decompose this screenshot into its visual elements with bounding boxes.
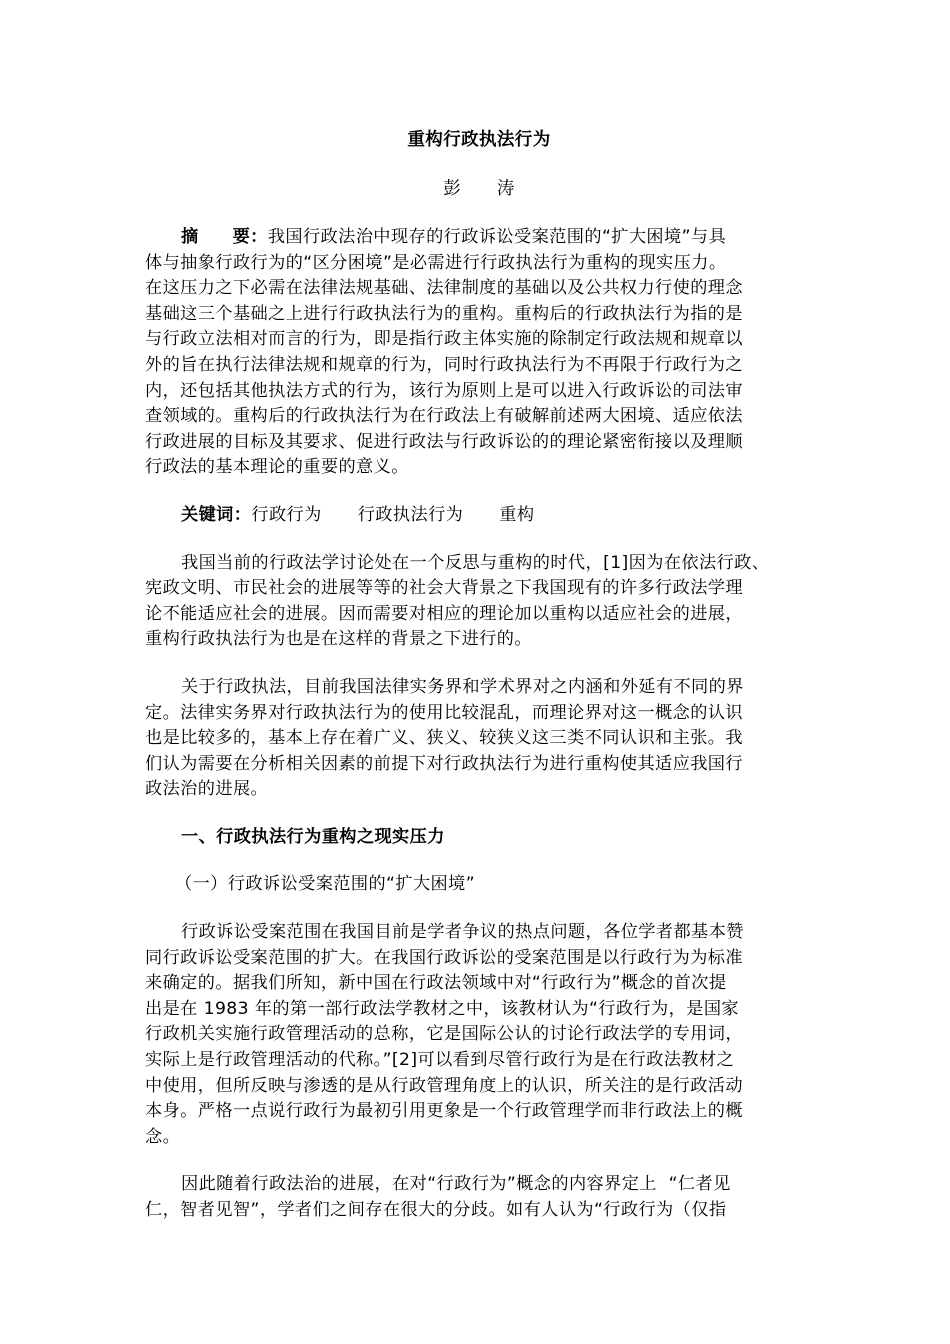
paragraph <box>145 551 813 653</box>
paragraph-line: 出是在 1983 年的第一部行政法学教材之中，该教材认为“行政行为，是国家 <box>145 998 739 1019</box>
paragraph <box>145 920 813 1150</box>
abstract-line: 在这压力之下必需在法律法规基础、法律制度的基础以及公共权力行使的理念 <box>145 278 743 299</box>
abstract-line: 基础这三个基础之上进行行政执法行为的重构。重构后的行政执法行为指的是 <box>145 303 743 324</box>
paragraph <box>145 675 813 803</box>
keywords <box>145 503 813 529</box>
paragraph <box>145 1172 813 1223</box>
paragraph-line: 实际上是行政管理活动的代称。”[2]可以看到尽管行政行为是在行政法教材之 <box>145 1050 735 1071</box>
keyword-item: 重构 <box>499 504 535 525</box>
abstract-line: 查领域的。重构后的行政执法行为在行政法上有破解前述两大困境、适应依法 <box>145 406 743 427</box>
paragraph-line: 行政机关实施行政管理活动的总称，它是国际公认的讨论行政法学的专用词， <box>145 1024 743 1045</box>
paragraph-line: 行政诉讼受案范围在我国目前是学者争议的热点问题，各位学者都基本赞 <box>181 922 744 943</box>
paragraph-line: 也是比较多的，基本上存在着广义、狭义、较狭义这三类不同认识和主张。我 <box>145 728 743 749</box>
paragraph-line: 论不能适应社会的进展。因而需要对相应的理论加以重构以适应社会的进展， <box>145 603 743 624</box>
paragraph-line: 定。法律实务界对行政执法行为的使用比较混乱，而理论界对这一概念的认识 <box>145 702 743 723</box>
abstract-line: 内，还包括其他执法方式的行为，该行为原则上是可以进入行政诉讼的司法审 <box>145 380 743 401</box>
abstract-label-a: 摘 <box>181 227 199 247</box>
abstract-line: 体与抽象行政行为的“区分困境”是必需进行行政执法行为重构的现实压力。 <box>145 252 727 273</box>
paragraph-line: 们认为需要在分析相关因素的前提下对行政执法行为进行重构使其适应我国行 <box>145 753 743 774</box>
paragraph-line: 中使用，但所反映与渗透的是从行政管理角度上的认识，所关注的是行政活动 <box>145 1075 743 1096</box>
paragraph-line: 来确定的。据我们所知，新中国在行政法领域中对“行政行为”概念的首次提 <box>145 973 727 994</box>
document-author: 彭 涛 <box>443 179 515 199</box>
paragraph-line: 仁，智者见智”，学者们之间存在很大的分歧。如有人认为“行政行为（仅指 <box>145 1200 727 1220</box>
paragraph-line: 我国当前的行政法学讨论处在一个反思与重构的时代，[1]因为在依法行政、 <box>181 552 770 573</box>
paragraph-line: 重构行政执法行为也是在这样的背景之下进行的。 <box>145 629 532 650</box>
abstract-first-line <box>145 225 813 251</box>
paragraph-line: 因此随着行政法治的进展，在对“行政行为”概念的内容界定上 “仁者见 <box>181 1174 731 1195</box>
abstract-line: 行政法的基本理论的重要的意义。 <box>145 457 409 478</box>
abstract-line: 行政进展的目标及其要求、促进行政法与行政诉讼的的理论紧密衔接以及理顺 <box>145 431 743 452</box>
abstract-label-b: 要： <box>232 227 268 247</box>
abstract <box>145 225 813 481</box>
abstract-line: 我国行政法治中现存的行政诉讼受案范围的“扩大困境”与具 <box>267 227 727 247</box>
abstract-line: 与行政立法相对而言的行为，即是指行政主体实施的除制定行政法规和规章以 <box>145 329 743 350</box>
paragraph-line: 政法治的进展。 <box>145 779 269 800</box>
subsection-heading: （一）行政诉讼受案范围的“扩大困境” <box>175 874 476 895</box>
paragraph-line: 宪政文明、市民社会的进展等等的社会大背景之下我国现有的许多行政法学理 <box>145 578 743 599</box>
document-body <box>145 124 813 1224</box>
paragraph-line: 同行政诉讼受案范围的扩大。在我国行政诉讼的受案范围是以行政行为为标准 <box>145 947 743 968</box>
paragraph-line: 本身。严格一点说行政行为最初引用更象是一个行政管理学而非行政法上的概 <box>145 1101 743 1122</box>
keywords-label: 关键词： <box>181 504 252 525</box>
document-title: 重构行政执法行为 <box>407 130 551 150</box>
abstract-line: 外的旨在执行法律法规和规章的行为，同时行政执法行为不再限于行政行为之 <box>145 354 743 375</box>
section-heading: 一、行政执法行为重构之现实压力 <box>181 826 445 847</box>
keyword-item: 行政行为 <box>251 504 322 525</box>
keyword-item: 行政执法行为 <box>357 504 464 525</box>
paragraph-line: 关于行政执法，目前我国法律实务界和学术界对之内涵和外延有不同的界 <box>181 676 744 697</box>
paragraph-line: 念。 <box>145 1126 181 1147</box>
